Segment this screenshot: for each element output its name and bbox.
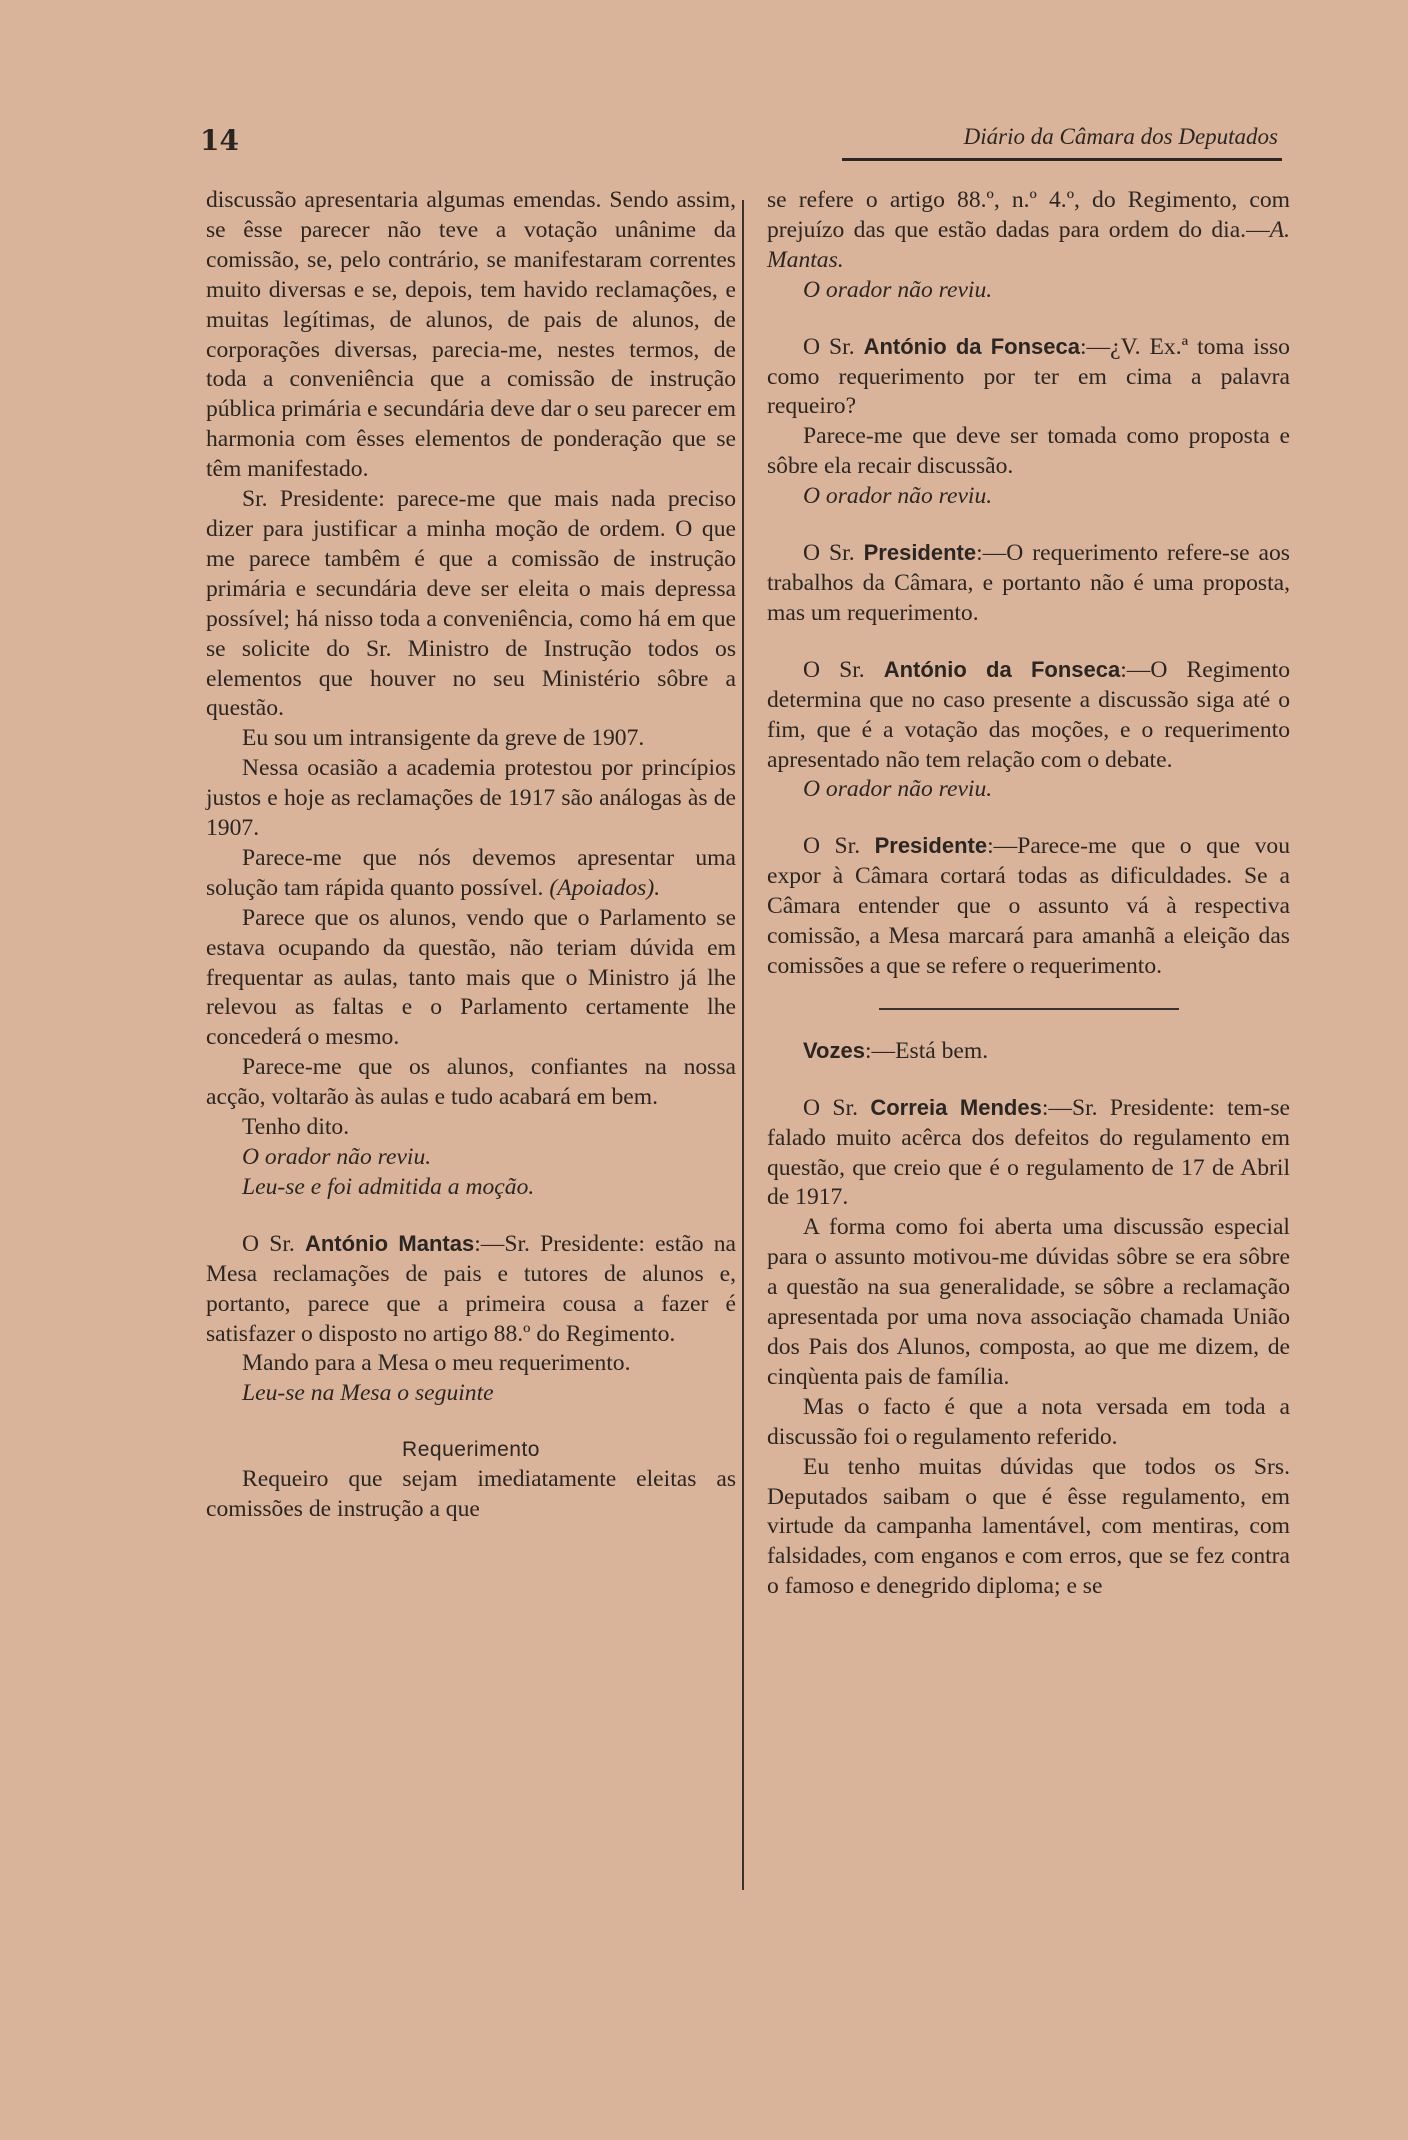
editorial-note: O orador não reviu. [242, 1144, 432, 1170]
running-title: Diário da Câmara dos Deputados [963, 124, 1278, 149]
speech [767, 655, 1290, 776]
editorial-note: O orador não reviu. [803, 276, 993, 303]
right-column [767, 186, 1290, 1602]
speaker-name: Presidente [863, 540, 977, 566]
separator-rule [879, 1008, 1179, 1010]
speech [767, 538, 1290, 629]
page-number: 14 [200, 124, 239, 157]
paragraph: A forma como foi aberta uma discussão especial para o assunto motivou-me dúvidas sôbre se era sôbre a questão na sua generalidade, se sôbre a reclamação apresentada por uma nova associação chamada União dos Pais dos Alunos, composta, ao que me dizem, de cinqùenta pais de família. [767, 1214, 1290, 1390]
speech [767, 332, 1290, 423]
editorial-note: O orador não reviu. [803, 483, 993, 510]
speaker-prefix: O Sr. [803, 540, 855, 567]
speech-text: :—Sr. Presidente: estão na Mesa reclamações de pais e tutores de alunos e, portanto, parece que a primeira cousa a fazer é satisfazer o disposto no artigo 88.º do Regimento. [206, 1230, 736, 1347]
editorial-note: Leu-se na Mesa o seguinte [242, 1380, 494, 1407]
editorial-note: Leu-se e foi admitida a moção. [242, 1173, 535, 1200]
paragraph: Parece-me que deve ser tomada como proposta e sôbre ela recair discussão. [767, 423, 1290, 480]
paragraph: Nessa ocasião a academia protestou por princípios justos e hoje as reclamações de 1917 são análogas às de 1907. [206, 755, 736, 842]
speech-text: :—Parece-me que o que vou expor à Câmara cortará todas as dificuldades. Se a Câmara entender que o assunto vá à respectiva comissão, a Mesa marcará para amanhã a eleição das comissões a que se refere o requerimento. [767, 833, 1290, 979]
speech-text: :—O Regimento determina que no caso presente a discussão siga até o fim, que é a votação das moções, e o requerimento apresentado não tem relação com o debate. [767, 656, 1290, 773]
speaker-prefix: O Sr. [803, 833, 861, 860]
section-heading: Requerimento [402, 1438, 540, 1462]
speech-text: :—O requerimento refere-se aos trabalhos da Câmara, e portanto não é uma proposta, mas um requerimento. [767, 540, 1290, 626]
paragraph: Parece-me que os alunos, confiantes na nossa acção, voltarão às aulas e tudo acabará em bem. [206, 1054, 736, 1111]
speaker-prefix: O Sr. [242, 1230, 295, 1257]
paragraph: Mando para a Mesa o meu requerimento. [242, 1350, 631, 1377]
paragraph: Parece que os alunos, vendo que o Parlamento se estava ocupando da questão, não teriam dúvida em frequentar as aulas, tanto mais que o Ministro já lhe relevou as faltas e o Parlamento certamente lhe concederá o mesmo. [206, 904, 736, 1051]
applause-note: (Apoiados). [549, 874, 661, 901]
editorial-note: O orador não reviu. [803, 776, 993, 803]
paragraph: Requeiro que sejam imediatamente eleitas as comissões de instrução a que [206, 1466, 736, 1523]
column-divider [742, 200, 744, 1890]
left-column [206, 186, 736, 1525]
paragraph: Eu tenho muitas dúvidas que todos os Srs. Deputados saibam o que é êsse regulamento, em virtude da campanha lamentável, com mentiras, com falsidades, com enganos e com erros, que se fez contra o famoso e denegrido diploma; e se [767, 1453, 1290, 1600]
speaker-name: Vozes [803, 1037, 865, 1063]
paragraph-text: se refere o artigo 88.º, n.º 4.º, do Regimento, com prejuízo das que estão dadas para ordem do dia.— [767, 187, 1290, 243]
speaker-name: Correia Mendes [870, 1094, 1042, 1120]
speaker-name: António da Fonseca [883, 656, 1121, 682]
paragraph: Tenho dito. [242, 1114, 350, 1141]
paragraph [767, 186, 1290, 276]
speech [767, 1093, 1290, 1214]
paragraph: discussão apresentaria algumas emendas. Sendo assim, se êsse parecer não teve a votação unânime da comissão, se, pelo contrário, se manifestaram correntes muito diversas e se, depois, tem havido reclamações, e muitas legítimas, de alunos, de pais de alunos, de corporações diversas, parecia-me, nestes termos, de toda a conveniência que a comissão de instrução pública primária e secundária deve dar o seu parecer em harmonia com êsses elementos de ponderação que se têm manifestado. [206, 187, 736, 483]
speaker-prefix: O Sr. [803, 333, 855, 360]
speaker-name: António Mantas [304, 1230, 475, 1256]
paragraph: Eu sou um intransigente da greve de 1907. [242, 725, 645, 752]
speaker-prefix: O Sr. [803, 656, 865, 683]
speaker-prefix: O Sr. [803, 1094, 858, 1121]
header-rule [842, 158, 1282, 161]
paragraph-text: Parece-me que nós devemos apresentar uma solução tam rápida quanto possível. [206, 844, 736, 901]
speech-text: :—¿V. Ex.ª toma isso como requerimento por ter em cima a palavra requeiro? [767, 333, 1290, 420]
paragraph [206, 844, 736, 904]
paragraph: Sr. Presidente: parece-me que mais nada preciso dizer para justificar a minha moção de ordem. O que me parece tambêm é que a comissão de instrução primária e secundária deve ser eleita o mais depressa possível; há nisso toda a conveniência, como há em que se solicite do Sr. Ministro de Instrução todos os elementos que houver no seu Ministério sôbre a questão. [206, 486, 736, 722]
speech [767, 831, 1290, 982]
paragraph: Mas o facto é que a nota versada em toda a discussão foi o regulamento referido. [767, 1393, 1290, 1450]
speech [206, 1229, 736, 1350]
speech [767, 1036, 1290, 1067]
speaker-name: António da Fonseca [863, 333, 1080, 359]
signature: A. Mantas. [767, 216, 1290, 273]
speech-text: :—Sr. Presidente: tem-se falado muito acêrca dos defeitos do regulamento em questão, que creio que é o regulamento de 17 de Abril de 1917. [767, 1094, 1290, 1211]
speech-text: :—Está bem. [864, 1037, 989, 1064]
speaker-name: Presidente [874, 833, 988, 859]
